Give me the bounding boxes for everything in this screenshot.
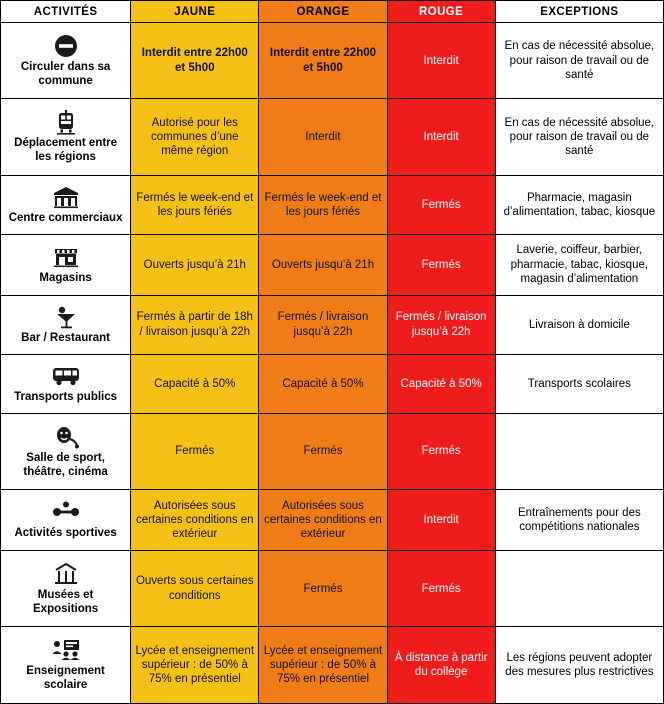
cell-jaune: Capacité à 50%: [131, 354, 259, 413]
cell-orange: Interdit entre 22h00 et 5h00: [259, 23, 387, 99]
cell-jaune: Fermés le week-end et les jours fériés: [131, 175, 259, 234]
sports-icon: [51, 499, 81, 525]
table-row: [1, 354, 664, 413]
cell-rouge: Interdit: [387, 99, 495, 175]
activity-label: Enseignement scolaire: [26, 665, 105, 692]
table-row: [1, 175, 664, 234]
cell-exceptions: Pharmacie, magasin d’alimentation, tabac, kiosque: [495, 175, 663, 234]
cell-exceptions: [495, 413, 663, 489]
column-header-activities: ACTIVITÉS: [1, 1, 131, 23]
cell-rouge: Fermés: [387, 413, 495, 489]
cell-exceptions: Livraison à domicile: [495, 295, 663, 354]
activity-cell: [1, 413, 131, 489]
no-entry-icon: [53, 33, 79, 59]
table-row: [1, 23, 664, 99]
cell-rouge: Interdit: [387, 490, 495, 551]
cell-exceptions: Entraînements pour des compétitions nationales: [495, 490, 663, 551]
tram-icon: [54, 109, 78, 135]
table-row: [1, 295, 664, 354]
bus-icon: [51, 363, 81, 389]
table-header: [1, 1, 664, 23]
table-row: [1, 234, 664, 295]
activity-cell: [1, 627, 131, 704]
cell-exceptions: En cas de nécessité absolue, pour raison de travail ou de santé: [495, 99, 663, 175]
classroom-icon: [51, 637, 81, 663]
table-row: [1, 490, 664, 551]
cell-jaune: Interdit entre 22h00 et 5h00: [131, 23, 259, 99]
cell-rouge: Fermés / livraison jusqu’à 22h: [387, 295, 495, 354]
cell-exceptions: Les régions peuvent adopter des mesures plus restrictives: [495, 627, 663, 704]
activity-cell: [1, 23, 131, 99]
cell-rouge: Fermés: [387, 234, 495, 295]
cell-rouge: Fermés: [387, 175, 495, 234]
museum-icon: [52, 561, 80, 587]
activity-label: Transports publics: [14, 390, 118, 403]
cell-jaune: Lycée et enseignement supérieur : de 50% à 75% en présentiel: [131, 627, 259, 704]
cell-rouge: Interdit: [387, 23, 495, 99]
table-row: [1, 413, 664, 489]
activity-label: Circuler dans sa commune: [20, 60, 111, 87]
table-row: [1, 99, 664, 175]
cell-orange: Ouverts jusqu’à 21h: [259, 234, 387, 295]
cell-rouge: Capacité à 50%: [387, 354, 495, 413]
activity-label: Centre commerciaux: [8, 212, 123, 225]
activity-cell: [1, 490, 131, 551]
activity-label: Musées et Expositions: [33, 588, 99, 615]
cell-orange: Fermés le week-end et les jours fériés: [259, 175, 387, 234]
column-header-jaune: JAUNE: [131, 1, 259, 23]
activity-label: Bar / Restaurant: [21, 331, 111, 344]
cell-orange: Fermés: [259, 413, 387, 489]
table-body: [1, 23, 664, 704]
activity-label: Déplacement entre les régions: [14, 137, 118, 164]
activity-cell: [1, 99, 131, 175]
cell-orange: Fermés / livraison jusqu’à 22h: [259, 295, 387, 354]
activity-cell: [1, 234, 131, 295]
activity-cell: [1, 551, 131, 627]
cell-exceptions: En cas de nécessité absolue, pour raison de travail ou de santé: [495, 23, 663, 99]
cell-rouge: À distance à partir du collège: [387, 627, 495, 704]
table-row: [1, 627, 664, 704]
cell-orange: Autorisées sous certaines conditions en extérieur: [259, 490, 387, 551]
store-icon: [52, 244, 80, 270]
activity-cell: [1, 354, 131, 413]
cell-jaune: Autorisé pour les communes d’une même région: [131, 99, 259, 175]
cocktail-icon: [53, 304, 79, 330]
column-header-exceptions: EXCEPTIONS: [495, 1, 663, 23]
table-header-row: [1, 1, 664, 23]
cell-exceptions: [495, 551, 663, 627]
column-header-orange: ORANGE: [259, 1, 387, 23]
cell-exceptions: Transports scolaires: [495, 354, 663, 413]
table-row: [1, 551, 664, 627]
shopping-mall-icon: [52, 184, 80, 210]
cell-orange: Lycée et enseignement supérieur : de 50% à 75% en présentiel: [259, 627, 387, 704]
cell-jaune: Fermés à partir de 18h / livraison jusqu’à 22h: [131, 295, 259, 354]
activity-cell: [1, 175, 131, 234]
cell-orange: Interdit: [259, 99, 387, 175]
cell-jaune: Ouverts sous certaines conditions: [131, 551, 259, 627]
cell-jaune: Autorisées sous certaines conditions en extérieur: [131, 490, 259, 551]
cell-jaune: Fermés: [131, 413, 259, 489]
cell-rouge: Fermés: [387, 551, 495, 627]
cell-orange: Capacité à 50%: [259, 354, 387, 413]
activity-cell: [1, 295, 131, 354]
column-header-rouge: ROUGE: [387, 1, 495, 23]
cell-jaune: Ouverts jusqu’à 21h: [131, 234, 259, 295]
activity-label: Magasins: [39, 271, 92, 284]
cell-exceptions: Laverie, coiffeur, barbier, pharmacie, tabac, kiosque, magasin d’alimentation: [495, 234, 663, 295]
cell-orange: Fermés: [259, 551, 387, 627]
theatre-mask-icon: [52, 424, 80, 450]
activity-label: Activités sportives: [14, 527, 117, 540]
activity-label: Salle de sport, théâtre, cinéma: [23, 451, 108, 478]
